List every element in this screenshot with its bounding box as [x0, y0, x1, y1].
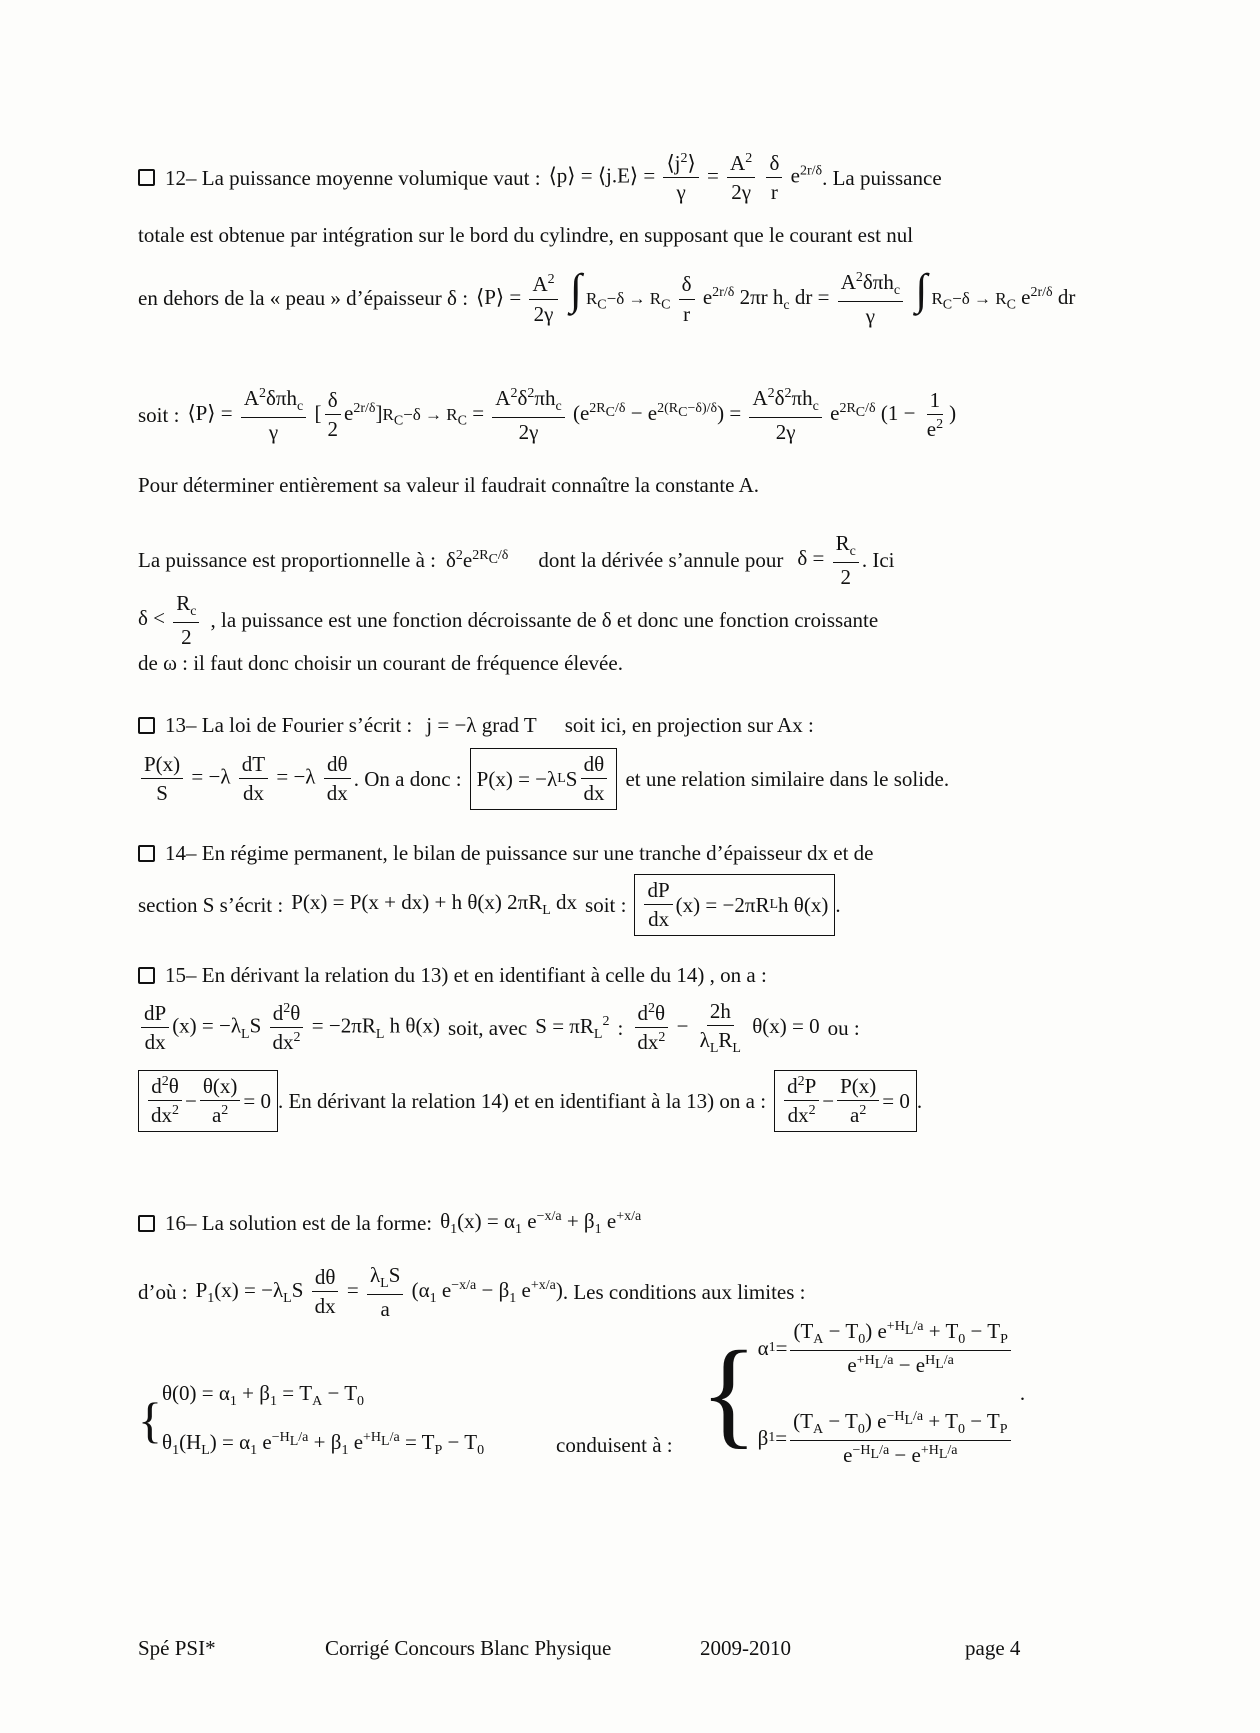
- q16-line2: [138, 1262, 805, 1322]
- q15-line3b: . En dérivant la relation 14) et en identifiant à la 13) on a :: [277, 1088, 767, 1113]
- q15-line2b: soit, avec: [447, 1015, 528, 1040]
- q12-line4-text: soit :: [138, 402, 180, 427]
- q14-expr: P(x) = P(x + dx) + h θ(x) $2\pi R_L$ dx: [291, 890, 578, 919]
- q12-after1: . La puissance: [822, 165, 942, 190]
- footer-center: Corrigé Concours Blanc Physique: [325, 1636, 612, 1660]
- q16-conditions: [138, 1380, 484, 1459]
- q16-line2a: d’où :: [138, 1279, 188, 1304]
- q12-expr1: ⟨p⟩ = ⟨j.E⟩ = $\frac{⟨j^2⟩}{\gamma}$ = $\frac{A^2}{2\gamma}$ $\frac{\delta}{r}$ $e^{2r/\delta}$: [548, 151, 823, 205]
- q13-line2: [138, 748, 949, 810]
- q15-line2d: ou :: [827, 1015, 860, 1040]
- q14-line2b: soit :: [585, 892, 627, 917]
- left-brace-large: {: [700, 1325, 758, 1459]
- q13-line1: [138, 712, 814, 738]
- q12-line4: [138, 385, 956, 445]
- q12-expr3: ⟨P⟩ = $\frac{A^2}{2\gamma}$ ∫ $R_C-\delta \to R_C$ $\frac{\delta}{r}$ $e^{2r/\delta}$ 2πr $h_c$ dr = $\frac{A^2\delta\pi h_c}{\gamma}$ ∫ $R_C-\delta \to R_C$ $e^{2r/\delta}$ dr: [476, 265, 1076, 328]
- q15-expr1: $\frac{dP}{dx}$ $(x) = -\lambda_LS$ $\frac{d^2\theta}{dx^2}$ = $-2\pi R_L$ h θ(x): [138, 1000, 440, 1056]
- q16-alpha: α 1 = $\frac{(T_A - T_0) e^{+H_L/a} + T_0 - T_P}{e^{+H_L/a} - e^{H_L/a}}$: [758, 1318, 1014, 1378]
- q14-line1: [138, 840, 874, 866]
- q12-line8: de ω : il faut donc choisir un courant de fréquence élevée.: [138, 651, 623, 675]
- checkbox-icon: [138, 845, 155, 862]
- q12-line5: Pour déterminer entièrement sa valeur il faudrait connaître la constante A.: [138, 473, 760, 497]
- q12-line6: [138, 530, 894, 590]
- footer-right: page 4: [965, 1636, 1021, 1660]
- q12-line6b: dont la dérivée s’annule pour: [538, 547, 784, 572]
- checkbox-icon: [138, 1215, 155, 1232]
- q16-conditions-list: [162, 1380, 484, 1459]
- q14-line2: section S s’écrit : P(x) = P(x + dx) + h θ(x) $2\pi R_L$ dx soit : $\frac{dP}{dx}$ (x) = −2πR L h θ(x) .: [138, 874, 841, 936]
- q13-line2c: et une relation similaire dans le solide.: [625, 766, 950, 791]
- left-brace: {: [138, 1391, 162, 1448]
- q15-expr3: $\frac{d^2\theta}{dx^2}$ − $\frac{2h}{\lambda_LR_L}$ θ(x) = 0: [631, 998, 819, 1058]
- q12-line1: [138, 150, 942, 206]
- q16-expr1: $\theta_1(x) = \alpha_1$ $e^{-x/a} + \beta_1$ $e^{+x/a}$: [440, 1209, 642, 1238]
- checkbox-icon: [138, 169, 155, 186]
- q13-line2b: . On a donc :: [353, 766, 462, 791]
- q13-after: soit ici, en projection sur Ax :: [564, 713, 814, 737]
- q16-expr2: $P_1(x) = -\lambda_LS$ $\frac{d\theta}{dx}$ = $\frac{\lambda_LS}{a}$ ($\alpha_1$ $e^{-x/a} - \beta_1$ $e^{+x/a}$): [195, 1263, 563, 1321]
- footer-left: Spé PSI*: [138, 1636, 216, 1660]
- q12-expr6b: δ = $\frac{R_c}{2}$: [797, 530, 861, 590]
- q15-boxed-theta: $\frac{d^2\theta}{dx^2}$ − $\frac{\theta(x)}{a^2}$ = 0: [138, 1070, 278, 1132]
- q12-line3-text: en dehors de la « peau » d’épaisseur δ :: [138, 286, 469, 311]
- checkbox-icon: [138, 717, 155, 734]
- checkbox-icon: [138, 967, 155, 984]
- q12-line3: [138, 265, 1076, 329]
- q12-expr6: $\delta^2e^{2R_C/\delta}$: [446, 547, 509, 572]
- q13-expr: $\frac{P(x)}{S}$ = −λ $\frac{dT}{dx}$ = −λ $\frac{d\theta}{dx}$: [138, 751, 354, 807]
- q16-line2b: . Les conditions aux limites :: [562, 1279, 806, 1304]
- q16-solution-list: [758, 1318, 1014, 1468]
- q14-line2a: section S s’écrit :: [138, 892, 284, 917]
- q13-boxed-result: P(x) = −λ L S $\frac{d\theta}{dx}$: [470, 748, 618, 810]
- q15-label: 15– En dérivant la relation du 13) et en identifiant à celle du 14) , on a :: [165, 963, 767, 987]
- q15-boxed-power: $\frac{d^2P}{dx^2}$ − $\frac{P(x)}{a^2}$ = 0: [774, 1070, 917, 1132]
- q12-line6a: La puissance est proportionnelle à :: [138, 547, 436, 572]
- q13-label: 13– La loi de Fourier s’écrit :: [165, 713, 413, 737]
- q15-line1: [138, 962, 767, 988]
- q16-cond2: $\theta_1(H_L) = \alpha_1$ $e^{-H_L/a} + \beta_1$ $e^{+H_L/a} = T_P - T_0$: [162, 1429, 485, 1458]
- q12-line7: [138, 590, 878, 650]
- q16-label: 16– La solution est de la forme:: [165, 1211, 433, 1236]
- q14-label: 14– En régime permanent, le bilan de puissance sur une tranche d’épaisseur dx et de: [165, 841, 874, 865]
- q16-solution: { α 1 = $\frac{(T_A - T_0) e^{+H_L/a} + T_0 - T_P}{e^{+H_L/a} - e^{H_L/a}}$ β 1 = $\frac{(T_A - T_0) e^{-H_L/a} + T_0 - T_P}{e^{-H_L/a} - e^{+H_L/a}}$ .: [700, 1319, 1026, 1467]
- q13-law: j = −λ grad T: [426, 713, 537, 737]
- q16-mid: conduisent à :: [556, 1433, 673, 1457]
- q12-line7-text: , la puissance est une fonction décroissante de δ et donc une fonction croissante: [210, 607, 879, 632]
- q12-line6c: . Ici: [861, 547, 895, 572]
- q15-line2c: :: [617, 1015, 624, 1040]
- q12-line2: totale est obtenue par intégration sur le bord du cylindre, en supposant que le courant est nul: [138, 223, 914, 247]
- q15-expr2: $S = \pi R_L^2$: [535, 1013, 610, 1042]
- q12-label: 12– La puissance moyenne volumique vaut :: [165, 165, 541, 190]
- q16-line1: [138, 1208, 641, 1239]
- q15-line3: $\frac{d^2\theta}{dx^2}$ − $\frac{\theta(x)}{a^2}$ = 0 . En dérivant la relation 14) et en identifiant à la 13) on a : $\frac{d^2P}{dx^2}$ − $\frac{P(x)}{a^2}$ = 0 .: [138, 1070, 922, 1132]
- q12-expr7: δ < $\frac{R_c}{2}$: [138, 590, 202, 650]
- q16-beta: β 1 = $\frac{(T_A - T_0) e^{-H_L/a} + T_0 - T_P}{e^{-H_L/a} - e^{+H_L/a}}$: [758, 1408, 1014, 1468]
- footer-year: 2009-2010: [700, 1636, 791, 1660]
- q14-boxed-result: $\frac{dP}{dx}$ (x) = −2πR L h θ(x): [634, 874, 835, 936]
- q15-line2: [138, 998, 860, 1058]
- q12-expr4: ⟨P⟩ = $\frac{A^2\delta\pi h_c}{\gamma}$ [ $\frac{\delta}{2}$ $e^{2r/\delta}]R_C-\delta \to R_C$ = $\frac{A^2\delta^2\pi h_c}{2\gamma}$ $(e^{2R_C/\delta} - e^{2(R_C-\delta)/\delta})$ = $\frac{A^2\delta^2\pi h_c}{2\gamma}$ $e^{2R_C/\delta}$ (1 − $\frac{1}{e^2}$ ): [187, 386, 957, 444]
- q16-cond1: $\theta(0) = \alpha_1 + \beta_1 = T_A - T_0$: [162, 1381, 365, 1410]
